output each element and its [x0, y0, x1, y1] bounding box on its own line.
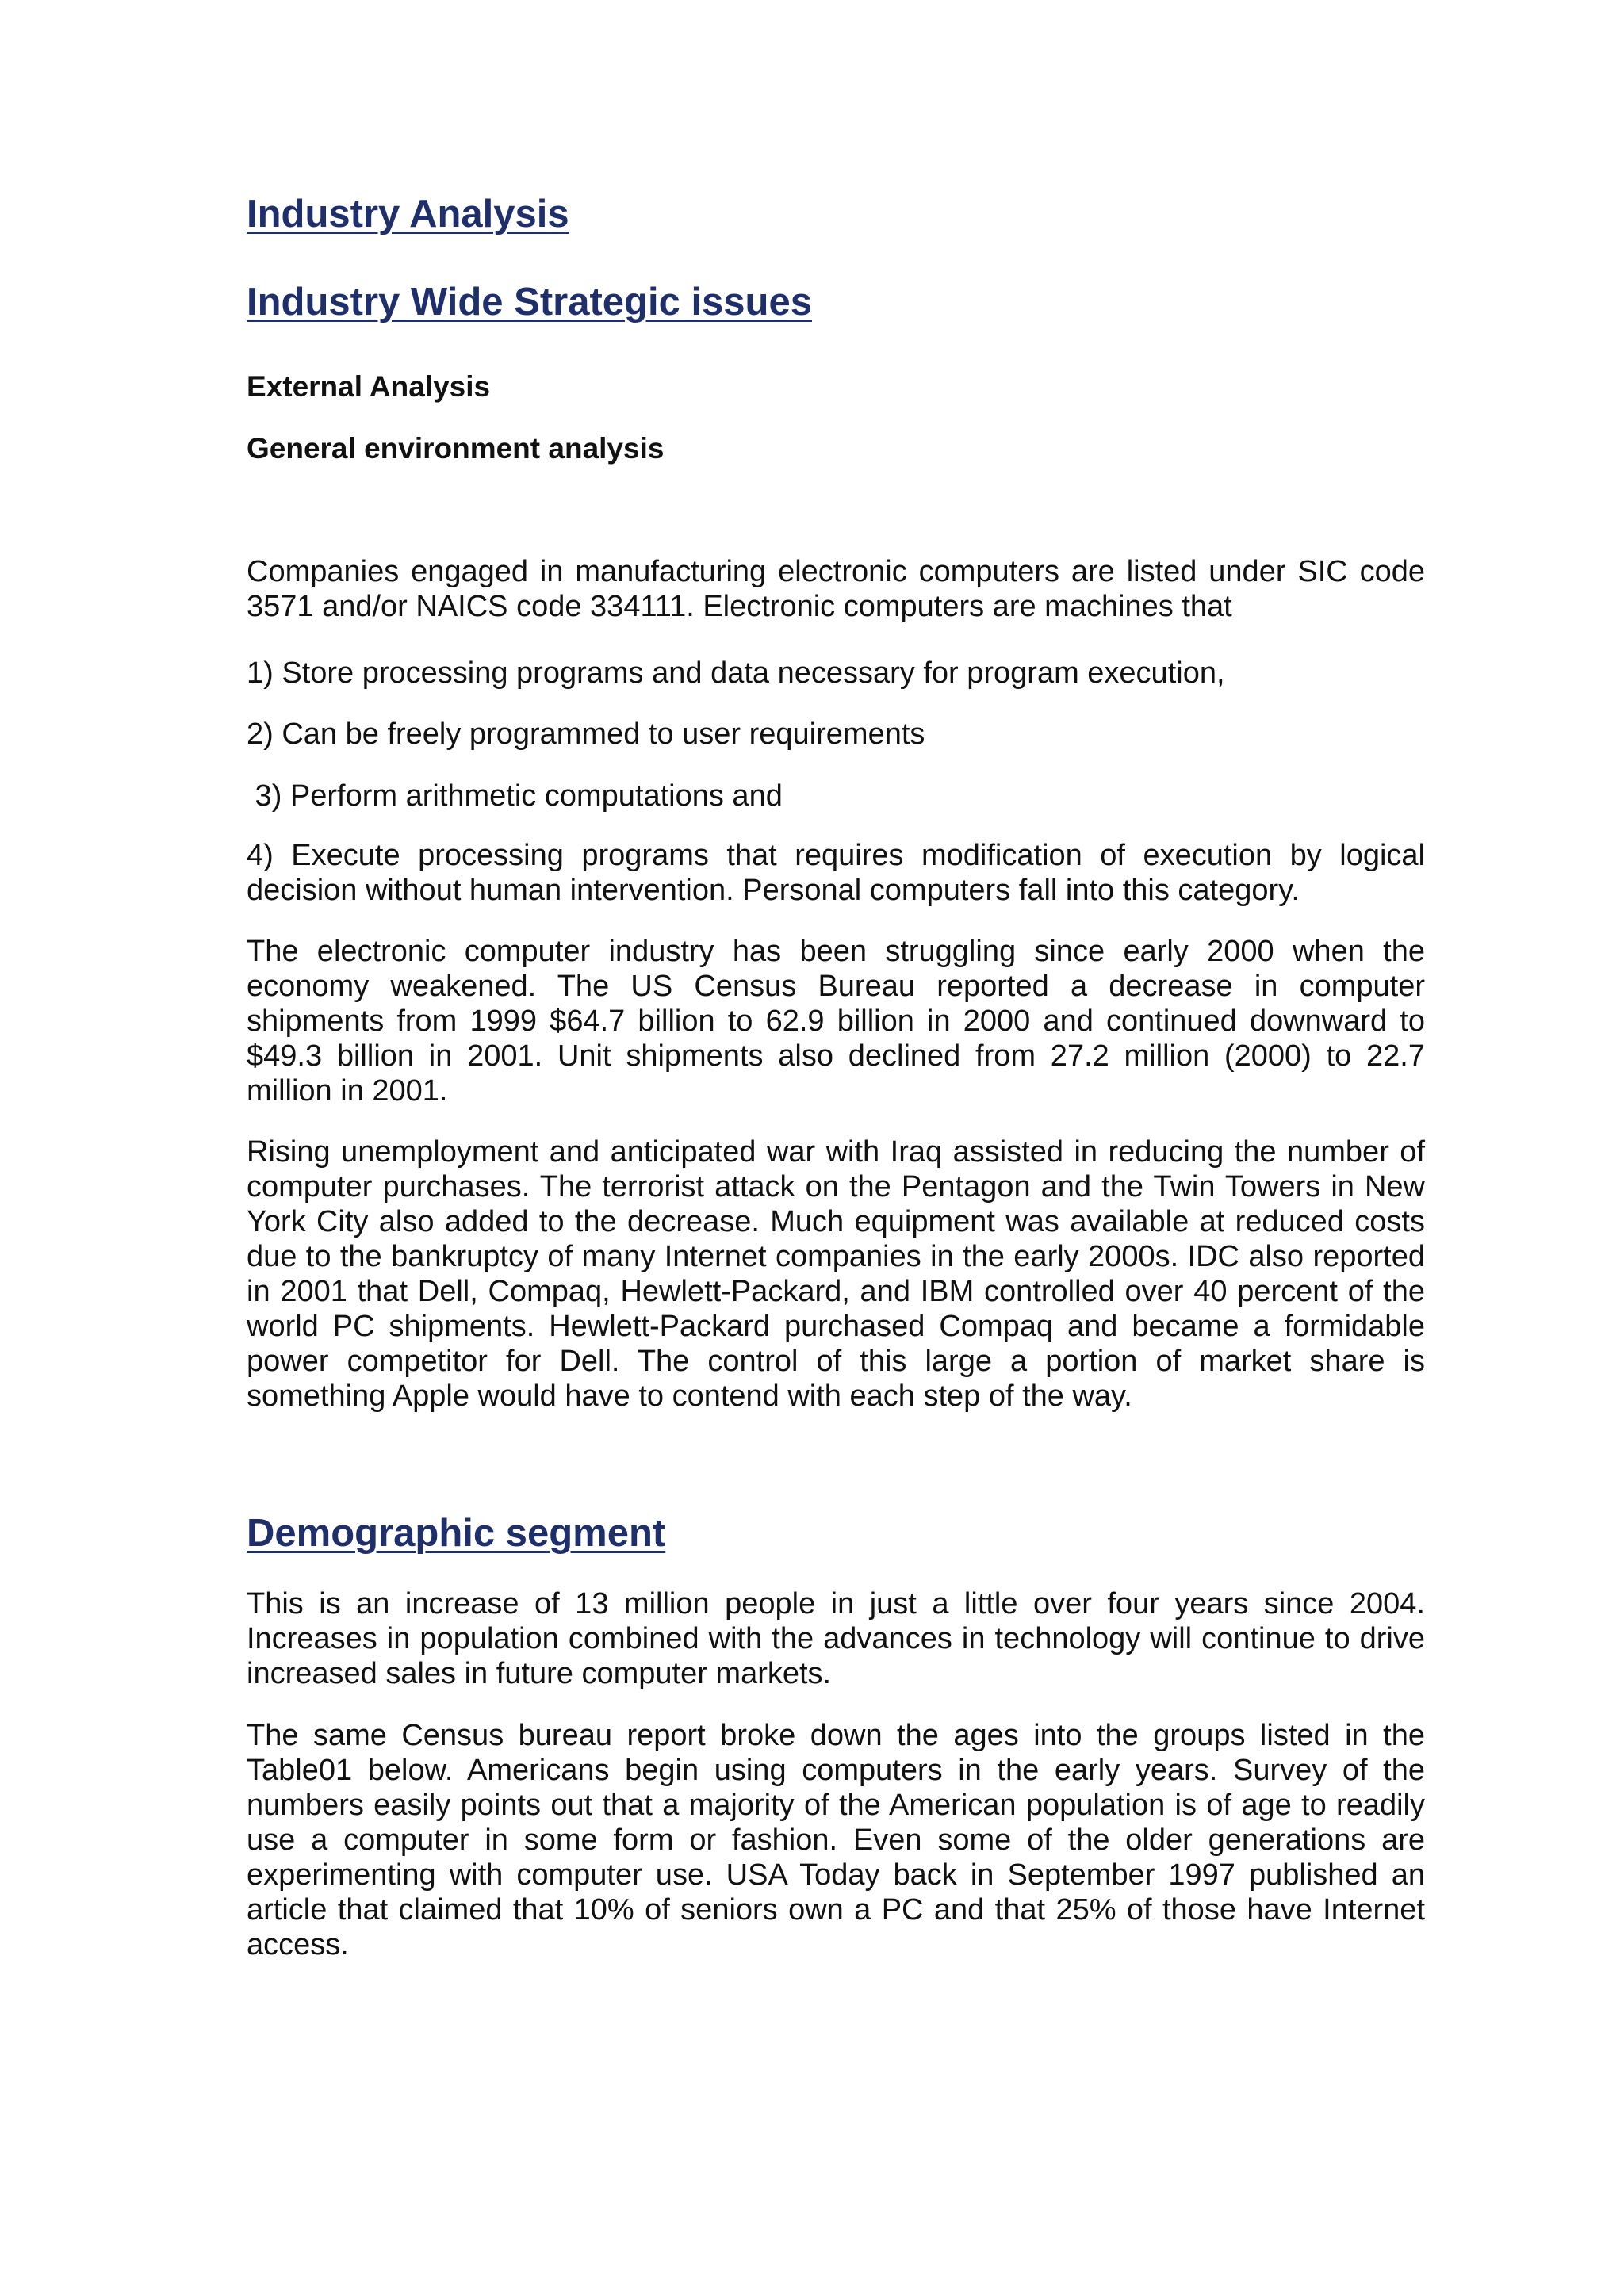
- heading-external-analysis: External Analysis: [247, 370, 491, 403]
- paragraph-unemployment: Rising unemployment and anticipated war with Iraq assisted in reducing the number of computer purchases. The terrorist attack on the Pentagon and the Twin Towers in New York City also added to the decrease. Much equipment was available at reduced costs due to the bankruptcy of many Internet companies in the early 2000s. IDC also reported in 2001 that Dell, Compaq, Hewlett-Packard, and IBM controlled over 40 percent of the world PC shipments. Hewlett-Packard purchased Compaq and became a formidable power competitor for Dell. The control of this large a portion of market share is something Apple would have to contend with each step of the way.: [247, 1135, 1425, 1413]
- heading-demographic-segment: Demographic segment: [247, 1512, 666, 1555]
- list-item-3: 3) Perform arithmetic computations and: [247, 779, 783, 813]
- heading-industry-analysis: Industry Analysis: [247, 193, 569, 235]
- paragraph-industry-struggle: The electronic computer industry has been struggling since early 2000 when the economy weakened. The US Census Bureau reported a decrease in computer shipments from 1999 $64.7 billion to 62.9 billion in 2000 and continued downward to $49.3 billion in 2001. Unit shipments also declined from 27.2 million (2000) to 22.7 million in 2001.: [247, 935, 1425, 1108]
- list-item-2: 2) Can be freely programmed to user requirements: [247, 718, 925, 751]
- heading-general-environment-analysis: General environment analysis: [247, 432, 665, 465]
- heading-industry-wide-strategic-issues: Industry Wide Strategic issues: [247, 281, 812, 323]
- paragraph-intro: Companies engaged in manufacturing electronic computers are listed under SIC code 3571 and/or NAICS code 334111. Electronic computers are machines that: [247, 555, 1425, 623]
- paragraph-population-increase: This is an increase of 13 million people in just a little over four years since 2004. Increases in population combined with the advances in technology will continue to drive increased sales in future computer markets.: [247, 1587, 1425, 1690]
- list-item-1: 1) Store processing programs and data necessary for program execution,: [247, 656, 1225, 690]
- paragraph-census-report: The same Census bureau report broke down the ages into the groups listed in the Table01 below. Americans begin using computers in the early years. Survey of the numbers easily points out that a majority of the American population is of age to readily use a computer in some form or fashion. Even some of the older generations are experimenting with computer use. USA Today back in September 1997 published an article that claimed that 10% of seniors own a PC and that 25% of those have Internet access.: [247, 1719, 1425, 1961]
- list-item-4: 4) Execute processing programs that requires modification of execution by logical decision without human intervention. Personal computers fall into this category.: [247, 839, 1425, 907]
